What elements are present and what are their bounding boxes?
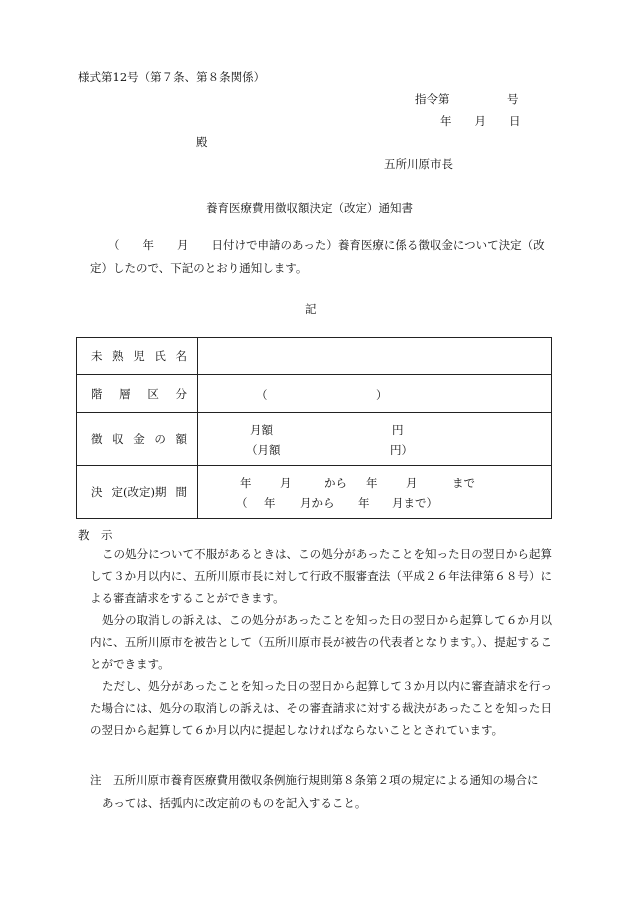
notice-paragraph-3: ただし、処分があったことを知った日の翌日から起算して３か月以内に審査請求を行った場合には、処分の取消しの訴えは、その審査請求に対する裁決があったことを知った日の翌日から起算して６か月以内に提起しなければならないこととされています。 — [90, 679, 552, 737]
row-tier — [77, 375, 552, 413]
amount-value[interactable]: 月額 円 （月額 円） — [198, 413, 552, 466]
intro-line-2: 定）したので、下記のとおり通知します。 — [90, 261, 308, 275]
row-amount — [77, 413, 552, 466]
notice-paragraph-2: 処分の取消しの訴えは、この処分があったことを知った日の翌日から起算して６か月以内に、五所川原市を被告として（五所川原市長が被告の代表者となります。）、提起することができます。 — [90, 613, 552, 671]
label-amount: 徴 収 金 の 額 — [91, 432, 187, 446]
row-child-name — [77, 338, 552, 375]
form-number: 様式第12号（第７条、第８条関係） — [78, 70, 266, 84]
row-period — [77, 466, 552, 519]
note-line-1: 注 五所川原市養育医療費用徴収条例施行規則第８条第２項の規定による通知の場合に — [90, 773, 539, 787]
ki-heading: 記 — [305, 302, 317, 316]
child-name-value[interactable] — [198, 338, 552, 375]
notice-heading: 教 示 — [78, 528, 113, 542]
document-title: 養育医療費用徴収額決定（改定）通知書 — [206, 201, 413, 215]
notice-paragraph-1: この処分について不服があるときは、この処分があったことを知った日の翌日から起算して３か月以内に、五所川原市長に対して行政不服審査法（平成２６年法律第６８号）による審査請求をすることができます。 — [90, 547, 552, 605]
note-line-2: あっては、括弧内に改定前のものを記入すること。 — [102, 796, 367, 810]
tier-value[interactable]: （ ） — [198, 375, 552, 413]
intro-line-1: （ 年 月 日付けで申請のあった）養育医療に係る徴収金について決定（改 — [108, 238, 545, 252]
details-table — [76, 337, 552, 519]
label-tier: 階 層 区 分 — [91, 386, 187, 401]
date-line: 年 月 日 — [440, 114, 521, 128]
period-value[interactable]: 年 月 から 年 月 まで （ 年 月から 年 月まで） — [198, 466, 552, 519]
directive-number: 指令第 号 — [415, 92, 519, 106]
addressee-suffix: 殿 — [196, 135, 208, 149]
label-child-name: 未 熟 児 氏 名 — [91, 349, 187, 363]
issuer: 五所川原市長 — [384, 157, 453, 171]
label-period: 決 定(改定)期 間 — [91, 485, 187, 499]
